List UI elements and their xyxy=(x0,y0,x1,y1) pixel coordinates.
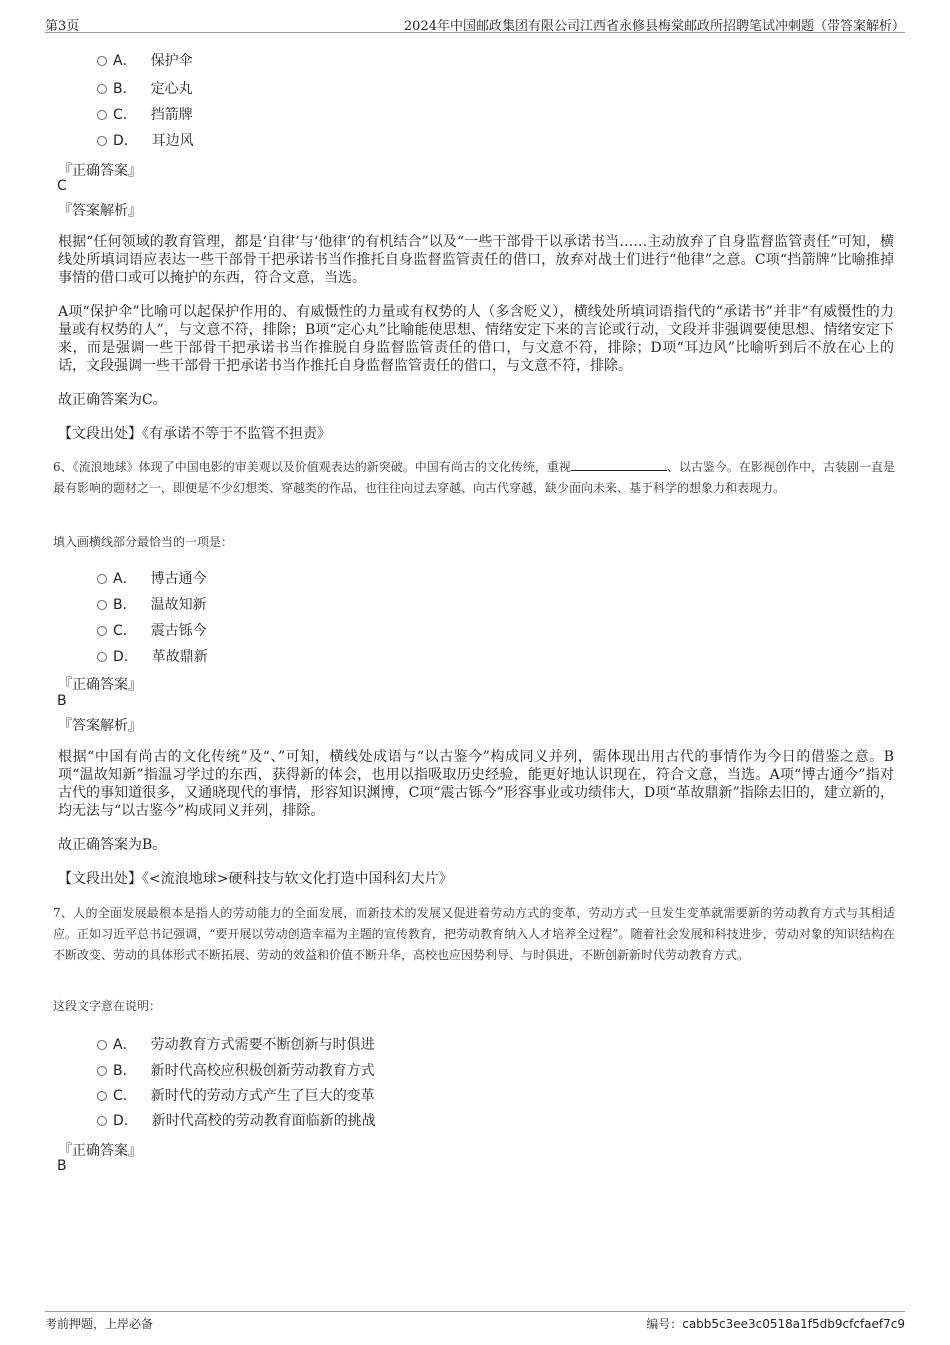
q6-option-b[interactable]: B． 温故知新 xyxy=(97,594,207,616)
page-header xyxy=(45,12,905,33)
radio-icon[interactable] xyxy=(97,1091,107,1101)
page-footer xyxy=(45,1311,905,1332)
q7-answer: B xyxy=(57,1158,67,1174)
q7-answer-label: 『正确答案』 xyxy=(58,1143,142,1159)
q5-analysis-p1: 根据“任何领域的教育管理，都是‘自律’与‘他律’的有机结合”以及“一些干部骨干以承诺书当……主动放弃了自身监督监管责任”可知，横线处所填词语应表达一些干部骨干把承诺书当作推托自身监督监管责任的借口，放弃对战士们进行“他律”之意。C项“挡箭牌”比喻推掉事情的借口或可以掩护的东西，符合文意，当选。 xyxy=(58,234,894,286)
q6-prompt: 填入画横线部分最恰当的一项是： xyxy=(53,535,234,549)
radio-icon[interactable] xyxy=(97,1066,107,1076)
radio-icon[interactable] xyxy=(97,56,107,66)
q6-answer-label: 『正确答案』 xyxy=(58,677,142,693)
q5-option-d[interactable]: D． 耳边风 xyxy=(97,130,194,152)
q7-option-d[interactable]: D． 新时代高校的劳动教育面临新的挑战 xyxy=(97,1110,376,1132)
q5-answer-label: 『正确答案』 xyxy=(58,163,142,179)
q6-source: 【文段出处】《<流浪地球>硬科技与软文化打造中国科幻大片》 xyxy=(58,871,453,887)
page-number: 第3页 xyxy=(45,19,80,34)
q7-option-a[interactable]: A． 劳动教育方式需要不断创新与时俱进 xyxy=(97,1034,375,1056)
radio-icon[interactable] xyxy=(97,600,107,610)
document-title: 2024年中国邮政集团有限公司江西省永修县梅棠邮政所招聘笔试冲刺题（带答案解析） xyxy=(403,19,905,34)
q6-analysis-label: 『答案解析』 xyxy=(58,718,142,734)
radio-icon[interactable] xyxy=(97,626,107,636)
q7-stem: 7、人的全面发展最根本是指人的劳动能力的全面发展，而新技术的发展又促进着劳动方式的变革，劳动方式一旦发生变革就需要新的劳动教育方式与其相适应。正如习近平总书记强调，“要开展以劳动创造幸福为主题的宣传教育，把劳动教育纳入人才培养全过程”。随着社会发展和科技进步，劳动对象的知识结构在不断改变、劳动的具体形式不断拓展、劳动的效益和价值不断升华，高校也应因势利导、与时俱进，不断创新新时代劳动教育方式。 xyxy=(53,906,895,962)
q5-option-c[interactable]: C． 挡箭牌 xyxy=(97,104,193,126)
radio-icon[interactable] xyxy=(97,1040,107,1050)
radio-icon[interactable] xyxy=(97,574,107,584)
q6-option-c[interactable]: C． 震古铄今 xyxy=(97,620,207,642)
q7-option-b[interactable]: B． 新时代高校应积极创新劳动教育方式 xyxy=(97,1060,375,1082)
q6-answer: B xyxy=(57,693,67,709)
q6-option-d[interactable]: D． 革故鼎新 xyxy=(97,646,208,668)
radio-icon[interactable] xyxy=(97,84,107,94)
q6-option-a[interactable]: A． 博古通今 xyxy=(97,568,207,590)
q5-option-a[interactable]: A． 保护伞 xyxy=(97,50,193,72)
document-id: 编号：cabb5c3ee3c0518a1f5db9cfcfaef7c9 xyxy=(646,1317,905,1331)
radio-icon[interactable] xyxy=(97,1116,107,1126)
q7-prompt: 这段文字意在说明： xyxy=(53,999,162,1013)
q5-source: 【文段出处】《有承诺不等于不监管不担责》 xyxy=(58,426,331,442)
q5-analysis-p2: A项“保护伞”比喻可以起保护作用的、有威慑性的力量或有权势的人（多含贬义），横线处所填词语指代的“承诺书”并非“有威慑性的力量或有权势的人”，与文意不符，排除；B项“定心丸”比喻能使思想、情绪安定下来的言论或行动，文段并非强调要使思想、情绪安定下来，而是强调一些干部骨干把承诺书当作推脱自身监督监管责任的借口，与文意不符，排除；D项“耳边风”比喻听到后不放在心上的话，文段强调一些干部骨干把承诺书当作推托自身监督监管责任的借口，与文意不符，排除。 xyxy=(58,304,894,374)
q5-option-b[interactable]: B． 定心丸 xyxy=(97,78,193,100)
q5-answer: C xyxy=(57,178,67,194)
q5-analysis-label: 『答案解析』 xyxy=(58,203,142,219)
q6-stem: 6、《流浪地球》体现了中国电影的审美观以及价值观表达的新突破。中国有尚古的文化传统，重视 、以古鉴今。在影视创作中，古装剧一直是最有影响的题材之一，即便是不少幻想类、穿越类的作品，也往往向过去穿越、向古代穿越，缺少面向未来、基于科学的想象力和表现力。 xyxy=(53,460,895,495)
radio-icon[interactable] xyxy=(97,110,107,120)
q6-analysis-p1: 根据“中国有尚古的文化传统”及“、”可知，横线处成语与“以古鉴今”构成同义并列，需体现出用古代的事情作为今日的借鉴之意。B项“温故知新”指温习学过的东西，获得新的体会，也用以指吸取历史经验，能更好地认识现在，符合文意，当选。A项“博古通今”指对古代的事知道很多，又通晓现代的事情，形容知识渊博，C项“震古铄今”形容事业或功绩伟大，D项“革故鼎新”指除去旧的，建立新的，均无法与“以古鉴今”构成同义并列，排除。 xyxy=(58,749,894,819)
fill-blank xyxy=(571,458,667,471)
q7-option-c[interactable]: C． 新时代的劳动方式产生了巨大的变革 xyxy=(97,1085,375,1107)
radio-icon[interactable] xyxy=(97,136,107,146)
q5-conclusion: 故正确答案为C。 xyxy=(58,392,167,408)
q6-conclusion: 故正确答案为B。 xyxy=(58,837,167,853)
footer-slogan: 考前押题，上岸必备 xyxy=(45,1317,154,1331)
radio-icon[interactable] xyxy=(97,652,107,662)
